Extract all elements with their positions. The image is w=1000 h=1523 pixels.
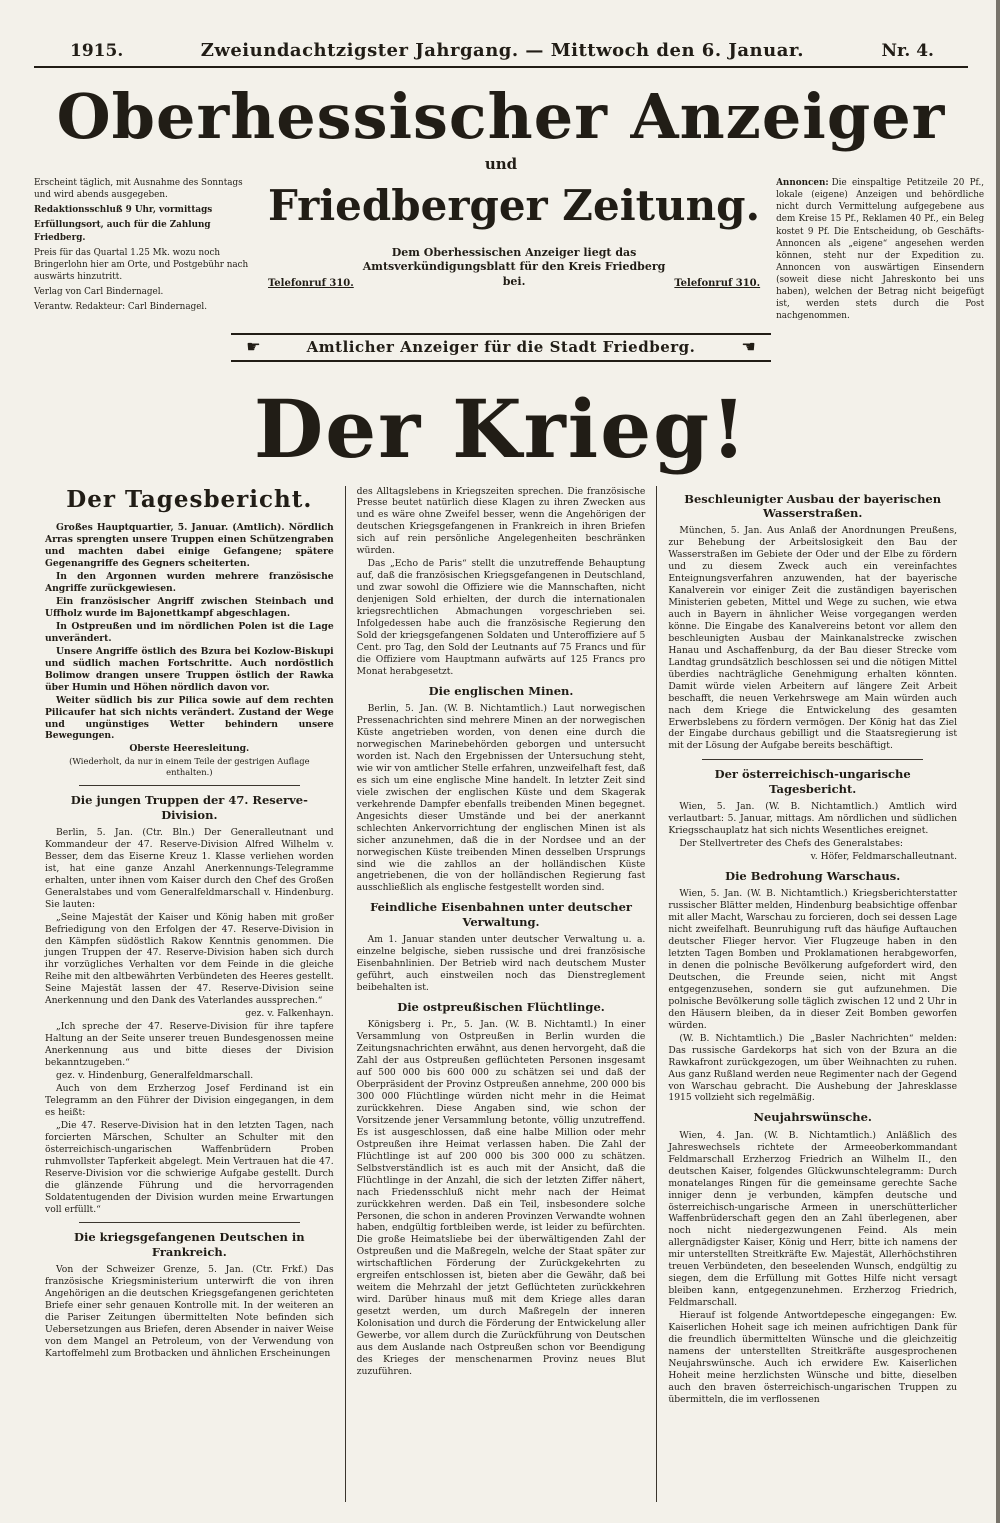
supplement-note: Dem Oberhessischen Anzeiger liegt das Amtsverkündigungsblatt für den Kreis Friedberg bei. xyxy=(362,246,666,288)
article-paragraph: Großes Hauptquartier, 5. Januar. (Amtlich). Nördlich Arras sprengten unsere Truppen einen Schützengraben und machten dabei einige Gefangene; spätere Gegenangriffe des Gegners scheiterten. xyxy=(45,522,334,570)
article-heading: Neujahrswünsche. xyxy=(753,1110,872,1125)
article-section xyxy=(357,1000,646,1378)
supplement-row xyxy=(268,246,760,289)
imprint-line: Erscheint täglich, mit Ausnahme des Sonntags und wird abends ausgegeben. xyxy=(34,178,243,201)
article-paragraph: Berlin, 5. Jan. (W. B. Nichtamtlich.) Laut norwegischen Pressenachrichten sind mehrere Minen an der norwegischen Küste angetrieben worden, von denen eine durch die norwegischen Marinebehörden geborgen und untersucht worden ist. Nach den Ergebnissen der Untersuchung steht, wie wir von amtlicher Stelle erfahren, unzweifelhaft fest, daß es sich um eine englische Mine handelt. In letzter Zeit sind viele zwischen der englischen Küste und dem Skagerak verkehrende Dampfer ebenfalls treibenden Minen begegnet. Angesichts dieser Umstände und bei der anerkannt schlechten Ankervorrichtung der englischen Minen ist als sicher anzunehmen, daß die in der Nordsee und an der norwegischen Küste treibenden Minen desselben Ursprungs sind wie die zahllos an der holländischen Küste angetriebenen, die von der holländischen Regierung fast ausschließlich als englische festgestellt worden sind. xyxy=(356,703,646,894)
article-heading: Der österreichisch-ungarische Tagesbericht. xyxy=(714,767,911,796)
article-paragraph: Weiter südlich bis zur Pilica sowie auf dem rechten Pilicaufer hat sich nichts verändert. Zustand der Wege und ungünstiges Wetter behindern unsere Bewegungen. xyxy=(45,694,334,742)
article-paragraph: Hierauf ist folgende Antwortdepesche eingegangen: Ew. Kaiserlichen Hoheit sage ich meinen aufrichtigen Dank für die freundlich übermittelten Wünsche und die gleichzeitig namens der unterstellten Streitkräfte ausgesprochenen Neujahrswünsche. Auch ich erwidere Ew. Kaiserlichen Hoheit meine herzlichsten Wünsche und bitte, dieselben auch den braven österreichisch-ungarischen Truppen zu übermitteln, die im verflossenen xyxy=(668,1310,958,1405)
article-paragraph: des Alltagslebens in Kriegszeiten sprechen. Die französische Presse beutet natürlich diese Klagen zu ihren Zwecken aus und es wäre ohne Zweifel besser, wenn die Angehörigen der deutschen Kriegsgefangenen in Frankreich in ihren Briefen sich auf rein persönliche Angelegenheiten beschränken würden. xyxy=(356,485,646,557)
article-heading: Die englischen Minen. xyxy=(428,683,574,698)
issue-number: Nr. 4. xyxy=(881,41,934,61)
section-divider xyxy=(79,1222,300,1223)
article-paragraph: Wien, 5. Jan. (W. B. Nichtamtlich.) Kriegsberichterstatter russischer Blätter melden, Hindenburg beabsichtige offenbar mit aller Macht, Warschau zu forcieren, doch sei dessen Lage nicht zweifelhaft. Beunruhigung ruft das häufige Auftauchen deutscher Flieger hervor. Vier Flugzeuge haben in den letzten Tagen Bomben und Proklamationen herabgeworfen, in denen die polnische Bevölkerung aufgefordert wird, den Deutschen, die Freunde seien, nicht mit Angst entgegenzusehen, sondern sie gut aufzunehmen. Die polnische Bevölkerung solle täglich zwischen 12 und 2 Uhr in den Häusern bleiben, da in dieser Zeit Bomben geworfen würden. xyxy=(668,888,958,1031)
article-paragraph: „Die 47. Reserve-Division hat in den letzten Tagen, nach forcierten Märschen, Schulter an Schulter mit den österreichisch-ungarischen Waffenbrüdern Proben ruhmvollster Tapferkeit abgelegt. Mein Vertrauen hat die 47. Reserve-Division vor die schwierige Aufgabe gestellt. Durch die glänzende Führung und die hervorragenden Soldatentugenden der Division wurden meine Erwartungen voll erfüllt.“ xyxy=(45,1119,334,1215)
imprint-box xyxy=(34,177,252,323)
article-paragraph: (W. B. Nichtamtlich.) Die „Basler Nachrichten“ melden: Das russische Gardekorps hat sich von der Bzura an die Rawkafront zurückgezogen, um über Weihnachten zu ruhen. Aus ganz Rußland werden neue Regimenter nach der Gegend von Warschau gebracht. Die Aushebung der Jahresklasse 1915 vollzieht sich regelmäßig. xyxy=(668,1032,958,1104)
article-paragraph: Von der Schweizer Grenze, 5. Jan. (Ctr. Frkf.) Das französische Kriegsministerium unterwirft die von ihren Angehörigen an die deutschen Kriegsgefangenen gerichteten Briefe einer sehr genauen Kontrolle mit. In der weiteren an die Pariser Zeitungen übermittelten Note befinden sich Uebersetzungen aus Briefen, deren Absender in naiver Weise von dem Mangel an Petroleum, von der Verwendung von Kartoffelmehl zum Brotbacken und ähnlichen Erscheinungen xyxy=(45,1264,334,1359)
masthead-subtitle: Friedberger Zeitung. xyxy=(268,181,761,230)
imprint-line: Verantw. Redakteur: Carl Bindernagel. xyxy=(34,302,208,313)
imprint-line: Verlag von Carl Bindernagel. xyxy=(34,287,164,297)
masthead-title: Oberhessischer Anzeiger xyxy=(56,80,946,153)
article-paragraph: Wien, 5. Jan. (W. B. Nichtamtlich.) Amtlich wird verlautbart: 5. Januar, mittags. Am nördlichen und südlichen Kriegsschauplatz hat sich nichts Wesentliches ereignet. xyxy=(668,801,958,837)
article-paragraph: Das „Echo de Paris“ stellt die unzutreffende Behauptung auf, daß die französischen Kriegsgefangenen in Deutschland, und zwar sowohl die Offiziere wie die Mannschaften, nicht denjenigen Sold erhielten, der durch die internationalen kriegsrechtlichen Abmachungen vorgeschrieben sei. Infolgedessen habe auch die französische Regierung den Sold der kriegsgefangenen Soldaten und Unteroffiziere auf 5 Cent. pro Tag, den Sold der Leutnants auf 75 Francs und für die Offiziere vom Hauptmann aufwärts auf 125 Francs pro Monat herabgesetzt. xyxy=(356,558,646,677)
article-columns xyxy=(34,486,968,1502)
article-section xyxy=(357,900,646,994)
article-paragraph: Auch von dem Erzherzog Josef Ferdinand ist ein Telegramm an den Führer der Division eingegangen, in dem es heißt: xyxy=(45,1082,334,1118)
article-paragraph: Wien, 4. Jan. (W. B. Nichtamtlich.) Anläßlich des Jahreswechsels richtete der Armeeoberkommandant Feldmarschall Erzherzog Friedrich an Wilhelm II., den deutschen Kaiser, folgendes Glückwunschtelegramm: Durch monatelanges Ringen für die gemeinsame gerechte Sache inniger denn je verbunden, kämpfen deutsche und österreichisch-ungarische Armeen in unerschütterlicher Waffenbrüderschaft gegen den an Zahl überlegenen, aber noch nicht niedergezwungenen Feind. Als mein allergnädigster Kaiser, König und Herr, bitte ich namens der mir unterstellten Streitkräfte Ew. Majestät, Allerhöchstihren treuen Verbündeten, den beseelenden Wunsch, endgültig zu siegen, dem die Erfüllung mit Gottes Hilfe nicht versagt bleiben kann, entgegenzunehmen. Erzherzog Friedrich, Feldmarschall. xyxy=(668,1129,958,1309)
article-heading: Beschleunigter Ausbau der bayerischen Wasserstraßen. xyxy=(684,491,942,520)
annoncen-text: Die einspaltige Petitzeile 20 Pf., lokale (eigene) Anzeigen und behördliche nicht durch Vermittelung aufgegebene aus dem Kreise 15 Pf., Reklamen 40 Pf., ein Beleg kostet 9 Pf. Die Entscheidung, ob Geschäfts-Annoncen als „eigene“ angesehen werden können, steht nur der Expedition zu. Annoncen von auswärtigen Einsendern (soweit diese nicht Jahreskonto bei uns haben), welchen der Betrag nicht beigefügt ist, werden stets durch die Post nachgenommen. xyxy=(776,178,985,322)
article-paragraph: Am 1. Januar standen unter deutscher Verwaltung u. a. einzelne belgische, sieben russische und drei französische Eisenbahnlinien. Der Betrieb wird nach deutschem Muster geführt, auch einstweilen noch das Dienstreglement beibehalten ist. xyxy=(356,934,646,993)
imprint-line: Preis für das Quartal 1.25 Mk. wozu noch Bringerlohn hier am Orte, und Postgebühr nach auswärts hinzutritt. xyxy=(34,247,249,282)
article-paragraph: „Seine Majestät der Kaiser und König haben mit großer Befriedigung von den Erfolgen der 47. Reserve-Division in den Kämpfen südöstlich Rakow Kenntnis genommen. Die jungen Truppen der 47. Reserve-Division haben sich durch ihr vorzügliches Verhalten vor dem Feinde in die gleiche Reihe mit den altbewährten Verbündeten des Heeres gestellt. Seine Majestät lassen der 47. Reserve-Division seine Anerkennung und den Dank des Vaterlandes aussprechen.“ xyxy=(45,911,334,1007)
pointing-hand-right-icon: ☛ xyxy=(246,336,261,356)
article-paragraph: Unsere Angriffe östlich des Bzura bei Kozlow-Biskupi und südlich machen Fortschritte. Auch nordöstlich Bolimow drangen unsere Truppen östlich der Rawka über Humin und Höhen nördlich davon vor. xyxy=(45,645,334,693)
article-heading: Der Tagesbericht. xyxy=(66,485,313,513)
pointing-hand-left-icon: ☚ xyxy=(741,336,756,356)
official-anzeiger-line: Amtlicher Anzeiger für die Stadt Friedberg. xyxy=(306,337,696,356)
article-paragraph: (Wiederholt, da nur in einem Teile der gestrigen Auflage enthalten.) xyxy=(69,756,310,778)
official-anzeiger-row xyxy=(231,333,771,362)
dateline-row xyxy=(34,40,968,68)
article-paragraph: Berlin, 5. Jan. (Ctr. Bln.) Der Generalleutnant und Kommandeur der 47. Reserve-Division Alfred Wilhelm v. Besser, dem das Eiserne Kreuz 1. Klasse verliehen worden ist, hat eine ganze Anzahl Anerkennungs-Telegramme erhalten, unter ihnen vom Kaiser durch den Chef des Großen Generalstabes und vom Generalfeldmarschall v. Hindenburg. Sie lauten: xyxy=(45,826,334,910)
masthead-center xyxy=(268,177,760,323)
article-heading: Feindliche Eisenbahnen unter deutscher Verwaltung. xyxy=(370,900,632,929)
article-paragraph: In den Argonnen wurden mehrere französische Angriffe zurückgewiesen. xyxy=(45,571,334,595)
masthead-info-grid xyxy=(34,177,985,323)
article-section xyxy=(668,492,957,753)
article-paragraph: München, 5. Jan. Aus Anlaß der Anordnungen Preußens, zur Behebung der Arbeitslosigkeit den Bau der Wasserstraßen im Gebiete der Oder und der Elbe zu fördern und zu diesem Zweck auch ein vereinfachtes Enteignungsverfahren anzuwenden, hat der bayerische Kanalverein vor einiger Zeit die zuständigen bayerischen Ministerien gebeten, Mittel und Wege zu suchen, wie etwa auch in Bayern in ähnlicher Weise vorgegangen werden könne. Die Eingabe des Kanalvereins betont vor allem den beschleunigten Ausbau der Mainkanalstrecke zwischen Hanau und Aschaffenburg, da der Bau dieser Strecke vom Landtag grundsätzlich beschlossen sei und die nötigen Mittel überdies nachträgliche Genehmigung erhalten könnten. Damit würde vielen Arbeitern auf längere Zeit Arbeit beschafft, die neuen Verkehrswege am Main würden auch nach dem Kriege die Entwickelung des gesamten Erwerbslebens zu fördern vermögen. Der König hat das Ziel der Eingabe durchaus gebilligt und die Staatsregierung ist mit der Lösung der Aufgabe bereits beschäftigt. xyxy=(668,525,958,752)
article-paragraph: „Ich spreche der 47. Reserve-Division für ihre tapfere Haltung an der Seite unserer treuen Bundesgenossen meine Anerkennung aus und bitte dieses der Division bekanntzugeben.“ xyxy=(45,1021,334,1069)
article-section xyxy=(45,1222,334,1359)
imprint-line: Erfüllungsort, auch für die Zahlung Friedberg. xyxy=(34,220,211,243)
article-heading: Die ostpreußischen Flüchtlinge. xyxy=(397,999,605,1014)
article-section xyxy=(45,785,334,1215)
imprint-line: Redaktionsschluß 9 Uhr, vormittags xyxy=(34,205,213,216)
news-column-3 xyxy=(656,486,968,1502)
article-paragraph: gez. v. Falkenhayn. xyxy=(245,1008,334,1020)
article-heading: Die jungen Truppen der 47. Reserve-Division. xyxy=(70,793,308,822)
phone-number-left: Telefonruf 310. xyxy=(268,277,354,289)
article-heading: Die kriegsgefangenen Deutschen in Frankreich. xyxy=(74,1230,305,1259)
article-section xyxy=(668,869,957,1105)
masthead-connector: und xyxy=(484,155,518,173)
article-paragraph: Ein französischer Angriff zwischen Steinbach und Uffholz wurde im Bajonettkampf abgeschlagen. xyxy=(45,595,334,619)
article-paragraph: v. Höfer, Feldmarschalleutnant. xyxy=(810,850,958,862)
article-paragraph: gez. v. Hindenburg, Generalfeldmarschall. xyxy=(56,1070,254,1082)
article-paragraph: Oberste Heeresleitung. xyxy=(129,743,250,755)
main-headline: Der Krieg! xyxy=(253,381,749,476)
section-divider xyxy=(79,785,300,786)
article-section xyxy=(357,684,646,895)
article-section xyxy=(668,759,957,863)
phone-number-right: Telefonruf 310. xyxy=(674,277,761,289)
year-label: 1915. xyxy=(70,41,124,61)
article-section xyxy=(357,486,646,678)
article-section xyxy=(45,486,334,779)
news-column-2 xyxy=(345,486,657,1502)
article-paragraph: In Ostpreußen und im nördlichen Polen ist die Lage unverändert. xyxy=(45,620,334,644)
article-paragraph: Der Stellvertreter des Chefs des Generalstabes: xyxy=(679,837,904,849)
section-divider xyxy=(702,759,923,760)
annoncen-label: Annoncen: xyxy=(776,178,829,188)
news-column-1 xyxy=(34,486,345,1502)
annoncen-box xyxy=(776,177,984,323)
article-heading: Die Bedrohung Warschaus. xyxy=(725,868,901,883)
article-paragraph: Königsberg i. Pr., 5. Jan. (W. B. Nichtamtl.) In einer Versammlung von Ostpreußen in Berlin wurden die Zeitungsnachrichten erwähnt, aus denen hervorgeht, daß die Zahl der aus Ostpreußen geflüchteten Personen insgesamt auf 500 000 bis 600 000 zu schätzen sei und daß der Oberpräsident der Provinz Ostpreußen annehme, 200 000 bis 300 000 Flüchtlinge würden nicht mehr in die Heimat zurückkehren. Diese Angaben sind, wie schon der Vorsitzende jener Versammlung betonte, völlig unzutreffend. Es ist ausgeschlossen, daß eine halbe Million oder mehr Ostpreußen ihre Heimat verlassen haben. Die Zahl der Flüchtlinge ist auf 200 000 bis 300 000 zu schätzen. Selbstverständlich ist es auch mit der Ansicht, daß die Flüchtlinge in der Anzahl, die sich der letzten Ziffer nähert, nach Friedensschluß nicht mehr nach der Heimat zurückkehren werden. Daß ein Teil, insbesondere solche Personen, die schon in anderen Provinzen Verwandte wohnen haben, endgültig fortbleiben werde, ist leider zu befürchten. Die große Heimatsliebe bei der überwältigenden Zahl der Ostpreußen und die Maßregeln, welche der Staat später zur wirtschaftlichen Förderung der Zurückgekehrten zu ergreifen entschlossen ist, bieten aber die Gewähr, daß bei weitem die Mehrzahl der jetzt Geflüchteten zurückkehren wird. Darüber hinaus muß mit dem Kriege alles daran gesetzt werden, um durch Maßregeln der inneren Kolonisation und durch die Förderung der Entwickelung aller Gewerbe, vor allem durch die Zurückführung von Deutschen aus dem Auslande nach Ostpreußen schon vor Beendigung des Krieges der menschenarmen Provinz neues Blut zuzuführen. xyxy=(356,1019,646,1377)
article-section xyxy=(668,1110,957,1405)
edition-line: Zweiundachtzigster Jahrgang. — Mittwoch den 6. Januar. xyxy=(200,40,804,61)
